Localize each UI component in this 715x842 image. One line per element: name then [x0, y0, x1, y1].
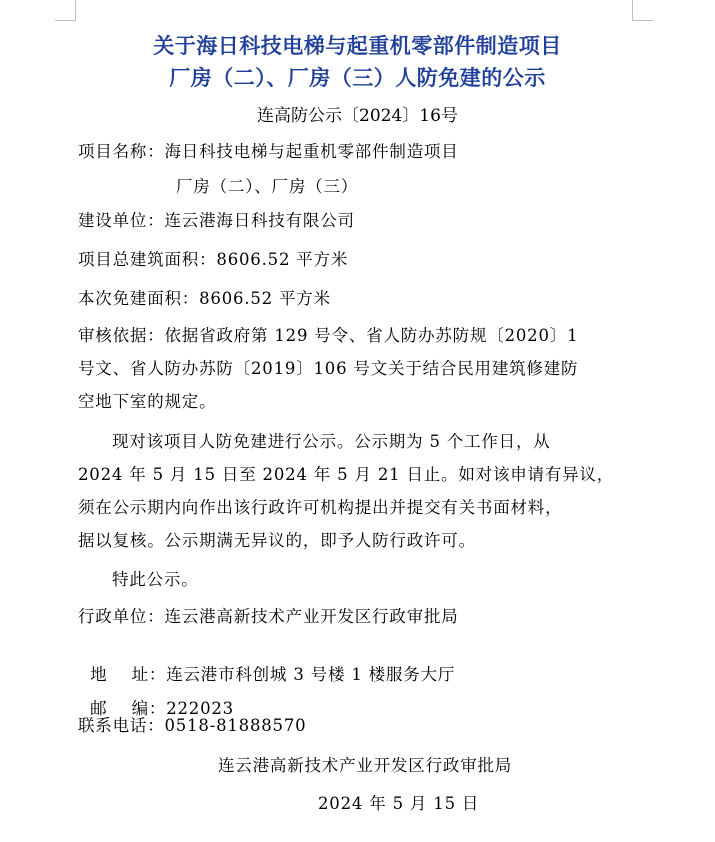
special-notice: 特此公示。	[112, 570, 199, 589]
signature-date: 2024 年 5 月 15 日	[318, 794, 480, 813]
builder-row	[78, 207, 355, 231]
phone-label: 联系电话：	[78, 716, 165, 735]
document-number: 连高防公示〔2024〕16号	[257, 106, 458, 126]
project-name-value-2: 厂房（二）、厂房（三）	[176, 177, 359, 196]
exempt-area-value: 8606.52 平方米	[199, 289, 331, 308]
total-area-label: 项目总建筑面积：	[78, 250, 217, 269]
builder-label: 建设单位：	[78, 211, 165, 230]
exempt-area-row	[78, 285, 331, 309]
address-label: 地 址：	[90, 665, 167, 684]
signature-organization: 连云港高新技术产业开发区行政审批局	[218, 756, 513, 775]
agency-row	[78, 603, 459, 627]
phone-value: 0518-81888570	[164, 716, 307, 735]
page-corner-mark-left	[55, 0, 76, 21]
document-title-line-2: 厂房（二）、厂房（三）人防免建的公示	[169, 65, 546, 90]
postcode-value: 222023	[166, 699, 234, 718]
notice-paragraph-line-2: 2024 年 5 月 15 日至 2024 年 5 月 21 日止。如对该申请有异议，	[78, 465, 615, 484]
project-name-row	[78, 138, 459, 162]
postcode-label: 邮 编：	[90, 699, 167, 718]
notice-paragraph-line-1: 现对该项目人防免建进行公示。公示期为 5 个工作日，从	[112, 432, 551, 451]
project-name-value-1: 海日科技电梯与起重机零部件制造项目	[164, 142, 459, 161]
builder-value: 连云港海日科技有限公司	[164, 211, 355, 230]
project-name-label: 项目名称：	[78, 142, 165, 161]
phone-row	[78, 712, 306, 736]
agency-value: 连云港高新技术产业开发区行政审批局	[164, 607, 459, 626]
basis-text-3: 空地下室的规定。	[78, 392, 217, 411]
page-corner-mark-right	[632, 0, 653, 21]
basis-row	[78, 322, 578, 346]
total-area-value: 8606.52 平方米	[216, 250, 349, 269]
notice-paragraph-line-4: 据以复核。公示期满无异议的，即予人防行政许可。	[78, 531, 476, 550]
total-area-row	[78, 246, 348, 270]
basis-label: 审核依据：	[78, 326, 165, 345]
address-value: 连云港市科创城 3 号楼 1 楼服务大厅	[166, 665, 456, 684]
basis-text-2: 号文、省人防办苏防〔2019〕106 号文关于结合民用建筑修建防	[78, 359, 579, 378]
exempt-area-label: 本次免建面积：	[78, 289, 200, 308]
basis-text-1: 依据省政府第 129 号令、省人防办苏防规〔2020〕1	[164, 326, 579, 345]
document-title-line-1: 关于海日科技电梯与起重机零部件制造项目	[153, 33, 562, 58]
notice-paragraph-line-3: 须在公示期内向作出该行政许可机构提出并提交有关书面材料，	[78, 498, 563, 517]
agency-label: 行政单位：	[78, 607, 165, 626]
